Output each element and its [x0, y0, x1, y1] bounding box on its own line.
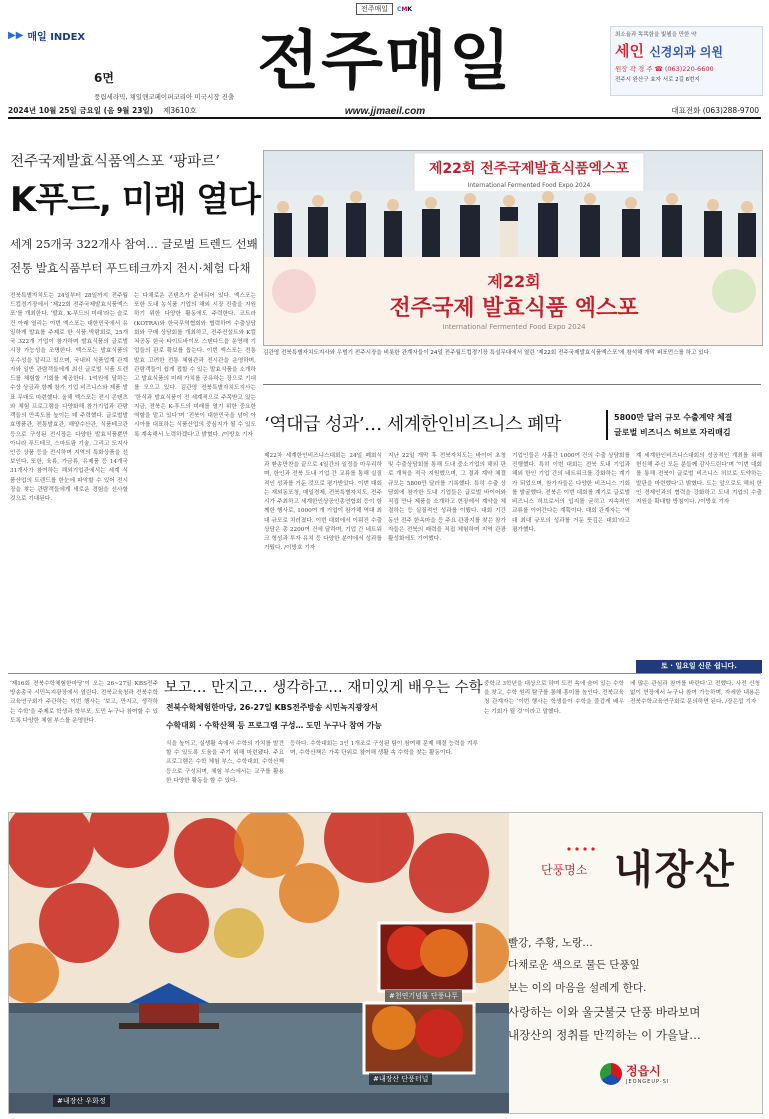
business-body-col-3: 기업인들은 사흘간 1000여 건의 수출 상담회를 진행했다. 특히 이번 대회는 전북 도내 기업과 해외 한인 기업 간의 네트워크를 강화하는 계기가 되었으며, 참가자들은 다양한 비즈니스 기회를 발굴했다. 전북은 이번 대회를 계기로 글로벌 비즈니스 허브로서의 입지를 굳히고 지속적인 교류를 이어간다는 계획이다. 대회 관계자는 ‘역대 최대 규모의 성과를 거둔 뜻깊은 대회’라고 평가했다.: [512, 453, 630, 533]
math-body-col-5: 에 많은 관심과 참여를 바란다’고 전했다. 사전 신청 없이 현장에서 누구나 참여 가능하며, 자세한 내용은 전북수학교육연구회로 문의하면 된다. /장은섭 기자: [630, 681, 760, 706]
photo-banner-en-bottom: International Fermented Food Expo 2024: [442, 323, 586, 331]
lead-subheadline-2: 전통 발효식품부터 푸드테크까지 전시·체험 다채: [10, 261, 251, 275]
business-sub-2: 글로벌 비즈니스 허브로 자리매김: [614, 428, 731, 438]
math-subheadline-2: 수학대회 · 수학산책 등 프로그램 구성… 도민 누구나 참여 가능: [166, 721, 382, 730]
ad-copy-line-2: 다채로운 색으로 물든 단풍잎: [508, 959, 640, 971]
business-body-col-2: 지난 22일 개막 후 전북자치도는 바이어 초청 및 수출상담회를 통해 도내 중소기업의 해외 판로 개척을 적극 지원했으며, 그 결과 계약 체결 규모는 5800만 달러를 기록했다. 특히 수출 상담회에 참가한 도내 기업들은 글로벌 바이어와 직접 만나 제품을 소개하고 현장에서 계약을 체결하는 등 실질적인 성과를 이뤘다. 대회 기간 동안 전주 한옥마을 등 주요 관광지를 찾은 참가자들은 전북의 매력을 직접 체험하며 지역 관광 활성화에도 기여했다.: [388, 453, 506, 543]
photo-banner-top: 제22회 전주국제발효식품엑스포: [428, 161, 630, 177]
lead-subheadline-1: 세계 25개국 322개사 참여… 글로벌 트렌드 선봬: [10, 237, 258, 251]
math-subheadline-1: 전북수학체험한마당, 26-27일 KBS전주방송 시민녹지광장서: [166, 703, 378, 712]
lead-body-col-2: 는 다채로운 콘텐츠가 준비되어 있다. 엑스포는 또한 도내 농식품 기업의 해외 시장 진출을 지원하기 위한 다양한 활동에도 주력한다. 코트라(KOTRA)와 한국무역협회와 협력하여 수출상담회와 구매 상담회를 개최하고, 전주컨설트와 K컬쳐공동 한국 타이트바이오 스텐다드을 운영해 기업들의 판로 확보를 돕는다. 이번 엑스포는 전통발효 고려한 전통 체험관과 전시관을 운영하며, 관람객들이 쉽게 접할 수 있는 발효식품을 소개하고 발효식품의 미래 가치를 공유하는 장으로 기대를 모으고 있다. 김관영 전북특별자치도지사는 ‘한식과 발효식품이 전 세계적으로 주목받고 있는 지금, 전북은 K-푸드의 미래를 열기 위한 중요한 역할을 맡고 있다’며 ‘전북이 대한민국을 넘어 아시아를 대표하는 식품산업의 중심지가 될 수 있도록 계속해서 노력하겠다’고 밝혔다. /이방호 기자: [134, 293, 256, 438]
ad-brand-kicker: 단풍명소: [541, 863, 588, 877]
math-body-col-2: 식을 높이고, 실생활 속에서 수학의 가치를 발견할 수 있도록 도움을 주기 위해 마련됐다. 주요 프로그램은 수학 체험 부스, 수학대회, 수학산책 등으로 구성되며, 체험 부스에서는 교구를 활용한 다양한 활동을 할 수 있다.: [166, 741, 284, 784]
business-headline[interactable]: ‘역대급 성과’… 세계한인비즈니스 폐막: [264, 414, 561, 435]
print-registration-mark: [324, 2, 444, 16]
business-body-col-4: 계 세계한인비즈니스대회의 성공적인 개최를 위해 헌신해 주신 모든 분들께 감사드린다’며 ‘이번 대회를 통해 전북이 글로벌 비즈니스 허브로 도약하는 발판을 마련했다’고 밝혔다. 도는 앞으로도 해외 한인 경제인과의 협력을 강화하고 도내 기업의 수출 지원을 확대할 방침이다. /이방호 기자: [636, 453, 762, 506]
math-body-col-3: 등하다. 수학대회는 3인 1개조로 구성된 팀이 참여해 문제 해결 능력을 겨루며, 수학산책은 가족 단위로 참여해 생활 속 수학을 찾는 활동이다.: [290, 741, 478, 757]
business-subheadlines: [606, 410, 732, 440]
representative-phone: 대표전화 (063)288-9700: [671, 106, 759, 115]
lead-headline[interactable]: K푸드, 미래 열다: [10, 180, 261, 220]
ad-copy-line-4: 사랑하는 이와 울긋불긋 단풍 바라보며: [508, 1005, 701, 1019]
photo-banner-bottom-b: 전주국제 발효식품 엑스포: [389, 296, 639, 321]
newspaper-logo[interactable]: 전주매일: [257, 25, 513, 99]
index-label: ▶▶ 매일 INDEX: [8, 30, 86, 43]
math-rule: [8, 673, 761, 674]
business-sub-1: 5800만 달러 규모 수출계약 체결: [614, 413, 733, 422]
ad-brand-naejangsan: 내장산: [614, 846, 736, 893]
masthead-rule: [8, 117, 761, 119]
lead-body-col-1: 전북특별자치도는 24일부터 28일까지 전주월드컵경기장에서 ‘제22회 전주국제발효식품엑스포’를 개최한다. ‘발효, K-푸드의 미래’라는 슬로건 아래 열리는 이번 엑스포는 대한민국에서 유일하게 발효를 주제로 한 식품 박람회로, 25개국 322개 기업이 참가하며 발효식품의 글로벌 시장 가능성을 조명한다. 엑스포는 발효식품의 우수성을 알리고 있으며, 국내외 식품업계 관계자와 일반 관람객들에게 최신 글로벌 식품 트렌드를 체험할 기회를 제공한다. 1억원에 달하는 수상 상금과 함께 참가 기업 비즈니스와 제품 발표 무대도 마련했다. 올해 엑스포는 전시 콘텐츠와 체험 프로그램을 다양화해 참가기업과 관람객들의 만족도를 높이는 데 주력했다. 글로벌발효명품관, 전통발효관, 해양수산관, 식품테크관 등으로 구성된 전시장은 다양한 발효식품뿐만 아니라 푸드테크, 스마트팜 기술, 그리고 도지사 인증 상품 등을 전시하며 지역의 특화상품을 선보인다. 또한, 육류, 가금류, 유제품 등 14개국 31개사가 참여하는 해외기업관에서는 세계 식품산업의 트렌드를 한눈에 파악할 수 있어 전시장을 찾는 관람객들에게 새로운 경험을 선사할 것으로 기대된다.: [10, 293, 128, 503]
ad-phone: 원장 곽 경 주 ☎ (063)220-6600: [615, 65, 714, 73]
jeongeup-city-logo[interactable]: [600, 1062, 669, 1085]
math-body-col-1: ‘제16회 전북수학체험한마당’이 오는 26~27일 KBS전주방송총국 시민녹지광장에서 열린다. 전북교육청과 전북수학교육연구회가 주관하는 이번 행사는 ‘보고, 만지고, 생각하는 수학’을 주제로 학생과 학부모, 도민 누구나 참여할 수 있도록 다양한 체험 부스를 운영한다.: [10, 681, 158, 724]
ad-tagline: 최소율과 똑똑함을 빛뵐을 만한 약: [615, 32, 697, 38]
ad-photo-tag-3: #내장산 우화정: [53, 1095, 110, 1107]
double-arrow-icon: ▶▶: [8, 30, 24, 41]
math-headline[interactable]: 보고… 만지고… 생각하고… 재미있게 배우는 수학: [164, 680, 483, 696]
issue-date: 2024년 10월 25일 금요일 (음 9월 23일): [8, 106, 154, 115]
city-name-en: JEONGEUP-SI: [626, 1079, 670, 1085]
section-rule: [263, 384, 761, 385]
photo-caption: 김관영 전북특별자치도지사와 우범기 전주시장을 비롯한 관계자들이 24일 전주월드컵경기장 특설무대에서 열린 ‘제22회 전주국제발효식품엑스포’에 참석해 개막 퍼포먼스를 하고 있다.: [263, 350, 711, 356]
city-emblem-icon: [600, 1063, 622, 1085]
website-url[interactable]: www.jjmaeil.com: [344, 106, 426, 117]
ad-copy-line-5: 내장산의 정취를 만끽하는 이 가을날…: [508, 1028, 701, 1042]
clinic-advertisement[interactable]: [610, 26, 763, 96]
expo-opening-photo: [263, 150, 763, 346]
ad-address: 전주시 완산구 효자 서로 2길 6번지: [615, 77, 700, 83]
date-line: [8, 105, 197, 116]
ad-photo-tag-2: #내장산 단풍터널: [369, 1073, 432, 1085]
photo-banner-bottom-a: 제22회: [487, 272, 541, 291]
math-body-col-4: 중학교 3학년을 대상으로 하며 도전 속에 숨어 있는 수학을 찾고, 수학 원리 탐구를 통해 흥미를 높인다. 전북교육청 관계자는 ‘이번 행사는 학생들이 수학을 즐겁게 배우는 기회가 될 것’이라고 말했다.: [484, 681, 624, 715]
weekend-notice: 토 · 일요일 신문 쉽니다.: [636, 660, 762, 673]
index-page-number: 6면: [94, 71, 114, 85]
ad-copy-line-1: 빨강, 주황, 노랑…: [508, 937, 593, 949]
photo-banner-en-top: International Fermented Food Expo 2024: [467, 182, 591, 189]
paper-name-box: 전주매일: [356, 3, 393, 15]
city-name: 정읍시: [626, 1064, 661, 1078]
ad-copy-line-3: 보는 이의 마음을 설레게 한다.: [508, 982, 647, 994]
business-body-col-1: 제22차 세계한인비즈니스대회는 24일 폐회식과 환송만찬을 끝으로 4일간의 일정을 마무리하며, 한인과 전북 도내 기업 간 교류를 통해 실질적인 성과를 거둔 것으로 평가받았다. 이번 대회는 재외동포청, 매일경제, 전북특별자치도, 전주시가 주최하고 세계한인상공인총연합회 등이 함께한 행사로, 1000여 개 기업이 참가해 역대 최대 규모로 치러졌다. 이번 대회에서 이뤄진 수출 상담은 총 2200여 건에 달하며, 기업 간 네트워크 형성과 투자 유치 등 다양한 분야에서 성과를 거뒀다. /이방호 기자: [264, 453, 382, 552]
issue-number: 제3610호: [163, 106, 197, 115]
ad-clinic-name: 세인 신경외과 의원: [615, 42, 723, 60]
lead-kicker: 전주국제발효식품엑스포 ‘팡파르’: [10, 154, 220, 170]
index-page-description: 풍림세라믹, 채일앤코페이퍼코리아 미국시장 진출: [94, 93, 235, 101]
cmk-marks: CMK: [397, 5, 413, 13]
ad-photo-tag-1: #천연기념물 단풍나무: [385, 990, 462, 1002]
